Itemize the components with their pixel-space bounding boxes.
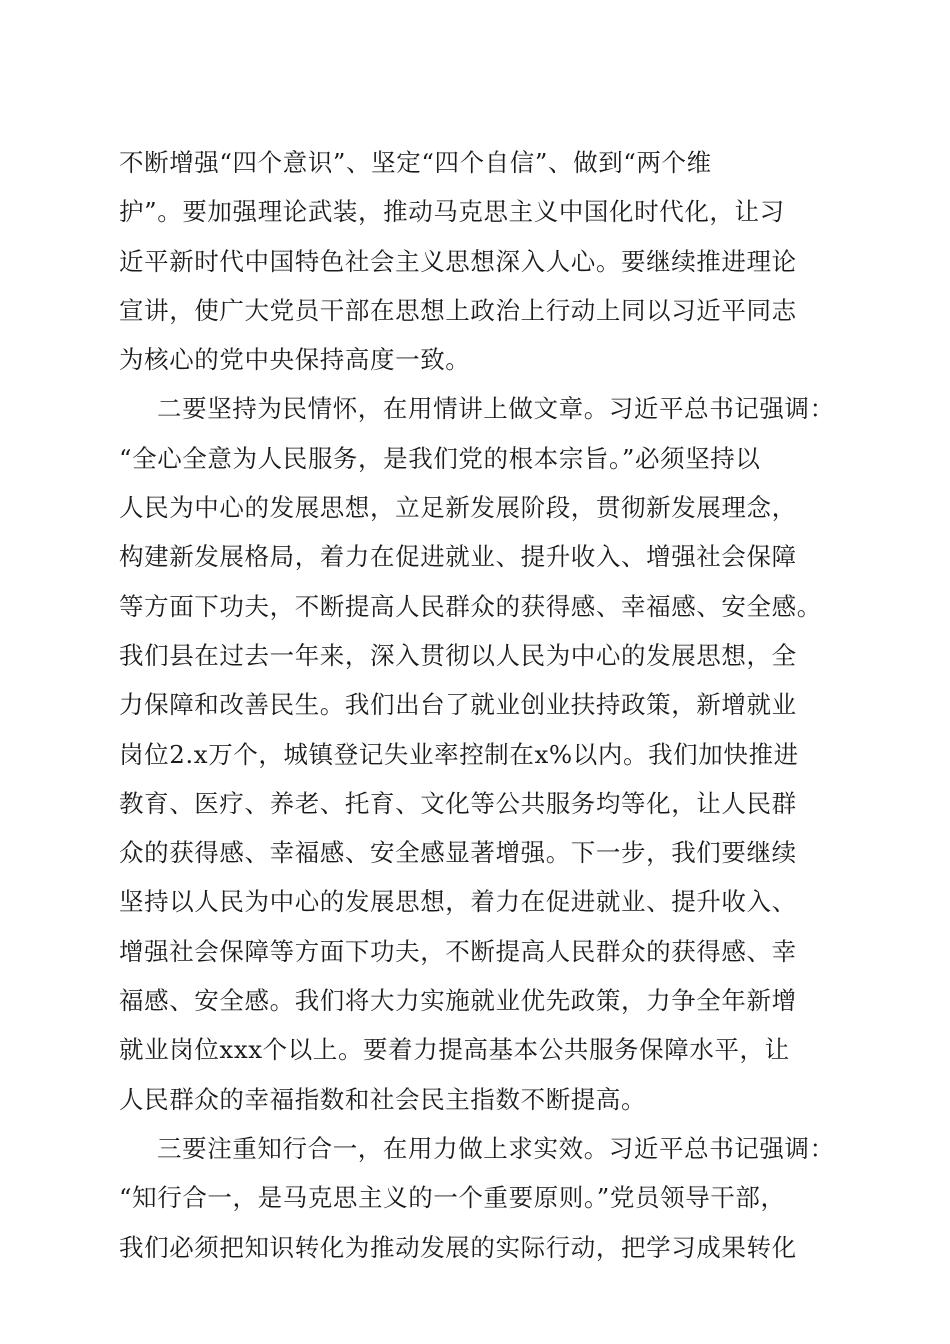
text-line: “知行合一，是马克思主义的一个重要原则。”党员领导干部， (119, 1183, 786, 1213)
body-text (119, 138, 849, 1272)
text-line: 人民群众的幸福指数和社会民主指数不断提高。 (119, 1084, 647, 1114)
text-line: 人民为中心的发展思想，立足新发展阶段，贯彻新发展理念， (119, 493, 797, 523)
text-line: 构建新发展格局，着力在促进就业、提升收入、增强社会保障 (119, 542, 797, 572)
text-line: 近平新时代中国特色社会主义思想深入人心。要继续推进理论 (119, 246, 797, 276)
text-line: 增强社会保障等方面下功夫，不断提高人民群众的获得感、幸 (119, 936, 797, 966)
text-line: 我们县在过去一年来，深入贯彻以人民为中心的发展思想，全 (119, 640, 797, 670)
paragraph-2-first-line: 二要坚持为民情怀，在用情讲上做文章。习近平总书记强调： (157, 394, 835, 424)
text-line: 宣讲，使广大党员干部在思想上政治上行动上同以习近平同志 (119, 295, 797, 325)
text-line: 福感、安全感。我们将大力实施就业优先政策，力争全年新增 (119, 986, 797, 1016)
text-line: 岗位2.x万个，城镇登记失业率控制在x%以内。我们加快推进 (119, 739, 799, 769)
text-line: 等方面下功夫，不断提高人民群众的获得感、幸福感、安全感。 (119, 591, 822, 621)
text-line: 力保障和改善民生。我们出台了就业创业扶持政策，新增就业 (119, 690, 797, 720)
text-line: 坚持以人民为中心的发展思想，着力在促进就业、提升收入、 (119, 887, 797, 917)
text-line: “全心全意为人民服务，是我们党的根本宗旨。”必须坚持以 (119, 443, 761, 473)
text-line: 众的获得感、幸福感、安全感显著增强。下一步，我们要继续 (119, 838, 797, 868)
text-line: 为核心的党中央保持高度一致。 (119, 345, 471, 375)
text-line: 就业岗位xxx个以上。要着力提高基本公共服务保障水平，让 (119, 1035, 790, 1065)
paragraph-3-first-line: 三要注重知行合一，在用力做上求实效。习近平总书记强调： (157, 1133, 835, 1163)
text-line: 护”。要加强理论武装，推动马克思主义中国化时代化，让习 (119, 197, 785, 227)
text-line: 不断增强“四个意识”、坚定“四个自信”、做到“两个维 (119, 148, 712, 177)
text-line: 我们必须把知识转化为推动发展的实际行动，把学习成果转化 (119, 1232, 797, 1262)
text-line: 教育、医疗、养老、托育、文化等公共服务均等化，让人民群 (119, 788, 797, 818)
